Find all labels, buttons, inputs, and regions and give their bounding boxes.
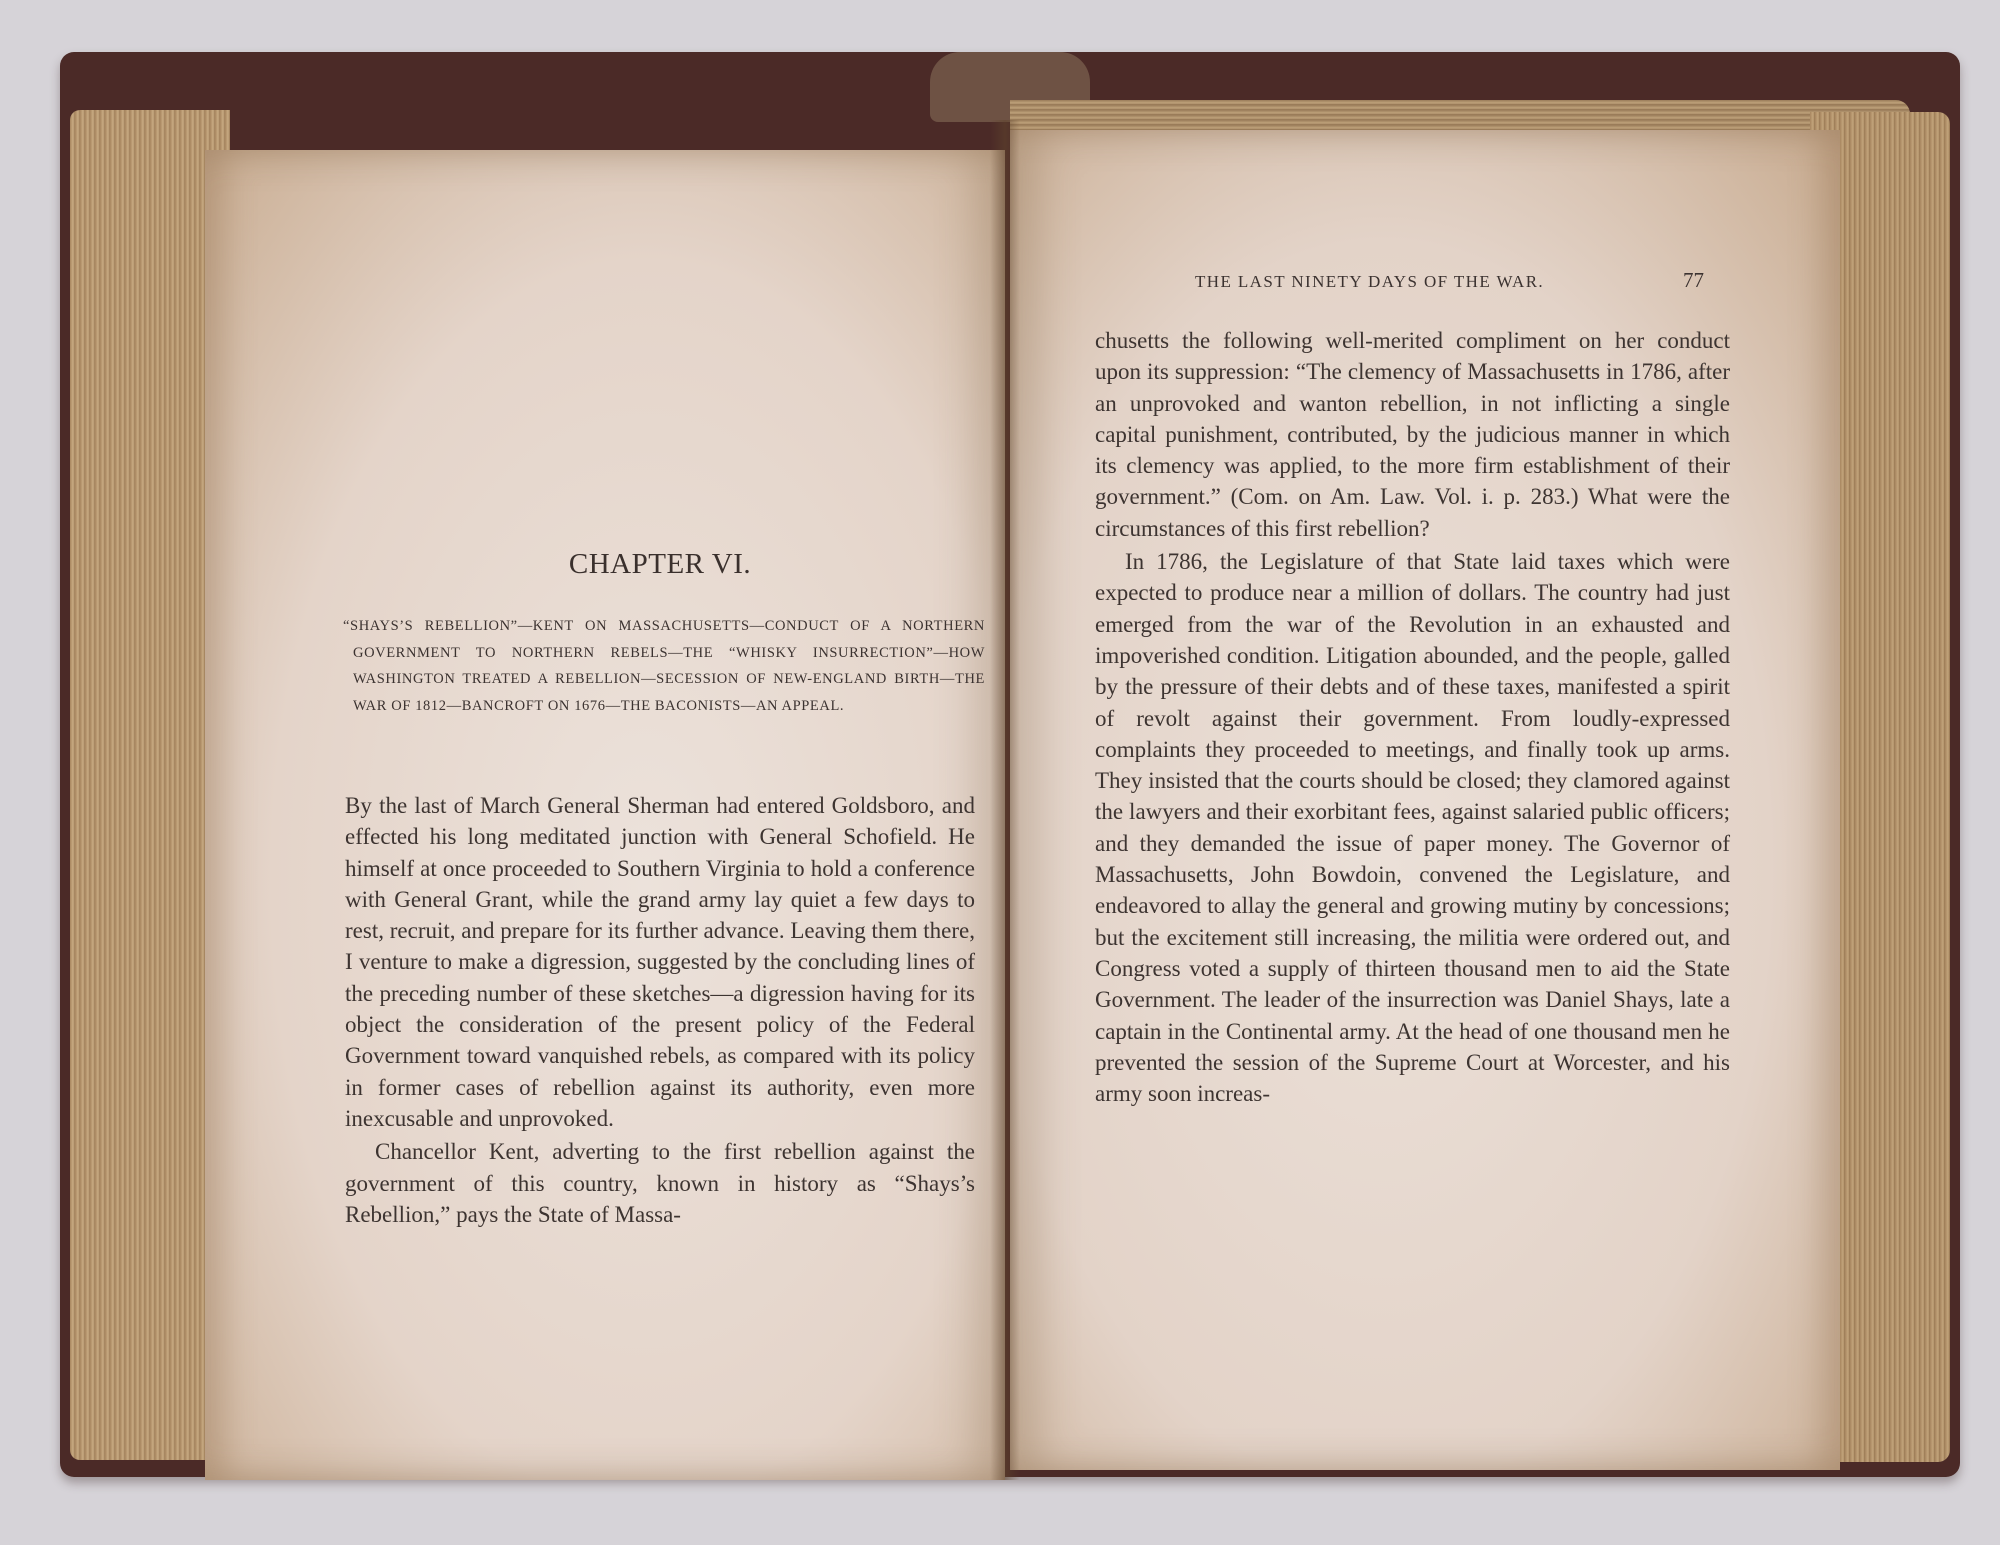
book-gutter bbox=[990, 120, 1020, 1480]
paragraph: chusetts the following well-merited compliment on her conduct upon its suppression: “The clemency of Massachusetts in 1786, after an unprovoked and wanton rebellion, in not inflicting a single capital punishment, contributed, by the judicious manner in which its clemency was applied, to the more firm establishment of their government.” (Com. on Am. Law. Vol. i. p. 283.) What were the circumstances of this first rebellion? bbox=[1095, 328, 1730, 541]
paragraph: In 1786, the Legislature of that State laid taxes which were expected to produce near a million of dollars. The country had just emerged from the war of the Revolution in an exhausted and impoverished condition. Litigation abounded, and the people, galled by the pressure of their debts and of these taxes, manifested a spirit of revolt against their government. From loudly-expressed complaints they proceeded to meetings, and finally took up arms. They insisted that the courts should be closed; they clamored against the lawyers and their exorbitant fees, against salaried public officers; and they demanded the issue of paper money. The Governor of Massachusetts, John Bowdoin, convened the Legislature, and endeavored to allay the general and growing mutiny by concessions; but the excitement still increasing, the militia were ordered out, and Congress voted a supply of thirteen thousand men to aid the State Government. The leader of the insurrection was Daniel Shays, late a captain in the Continental army. At the head of one thousand men he prevented the session of the Supreme Court at Worcester, and his army soon increas- bbox=[1095, 549, 1730, 1107]
right-page-body bbox=[1095, 325, 1730, 1109]
left-page-body bbox=[345, 790, 975, 1230]
chapter-summary: “SHAYS’S REBELLION”—KENT ON MASSACHUSETTS—CONDUCT OF A NORTHERN GOVERNMENT TO NORTHERN REBELS—THE “WHISKY INSURRECTION”—HOW WASHINGTON TREATED A REBELLION—SECESSION OF NEW-ENGLAND BIRTH—THE WAR OF 1812—BANCROFT ON 1676—THE BACONISTS—AN APPEAL. bbox=[343, 618, 985, 714]
chapter-title: CHAPTER VI. bbox=[568, 548, 752, 580]
paragraph: Chancellor Kent, adverting to the first rebellion against the government of this country, known in history as “Shays’s Rebellion,” pays the State of Massa- bbox=[345, 1139, 975, 1227]
page-number: 77 bbox=[1683, 268, 1704, 292]
paragraph: By the last of March General Sherman had entered Goldsboro, and effected his long meditated junction with General Schofield. He himself at once proceeded to Southern Virginia to hold a conference with General Grant, while the grand army lay quiet a few days to rest, recruit, and prepare for its further advance. Leaving them there, I venture to make a digression, suggested by the concluding lines of the preceding number of these sketches—a digression having for its object the consideration of the present policy of the Federal Government toward vanquished rebels, as compared with its policy in former cases of rebellion against its authority, even more inexcusable and unprovoked. bbox=[345, 793, 975, 1131]
running-head: THE LAST NINETY DAYS OF THE WAR. bbox=[1195, 272, 1545, 291]
